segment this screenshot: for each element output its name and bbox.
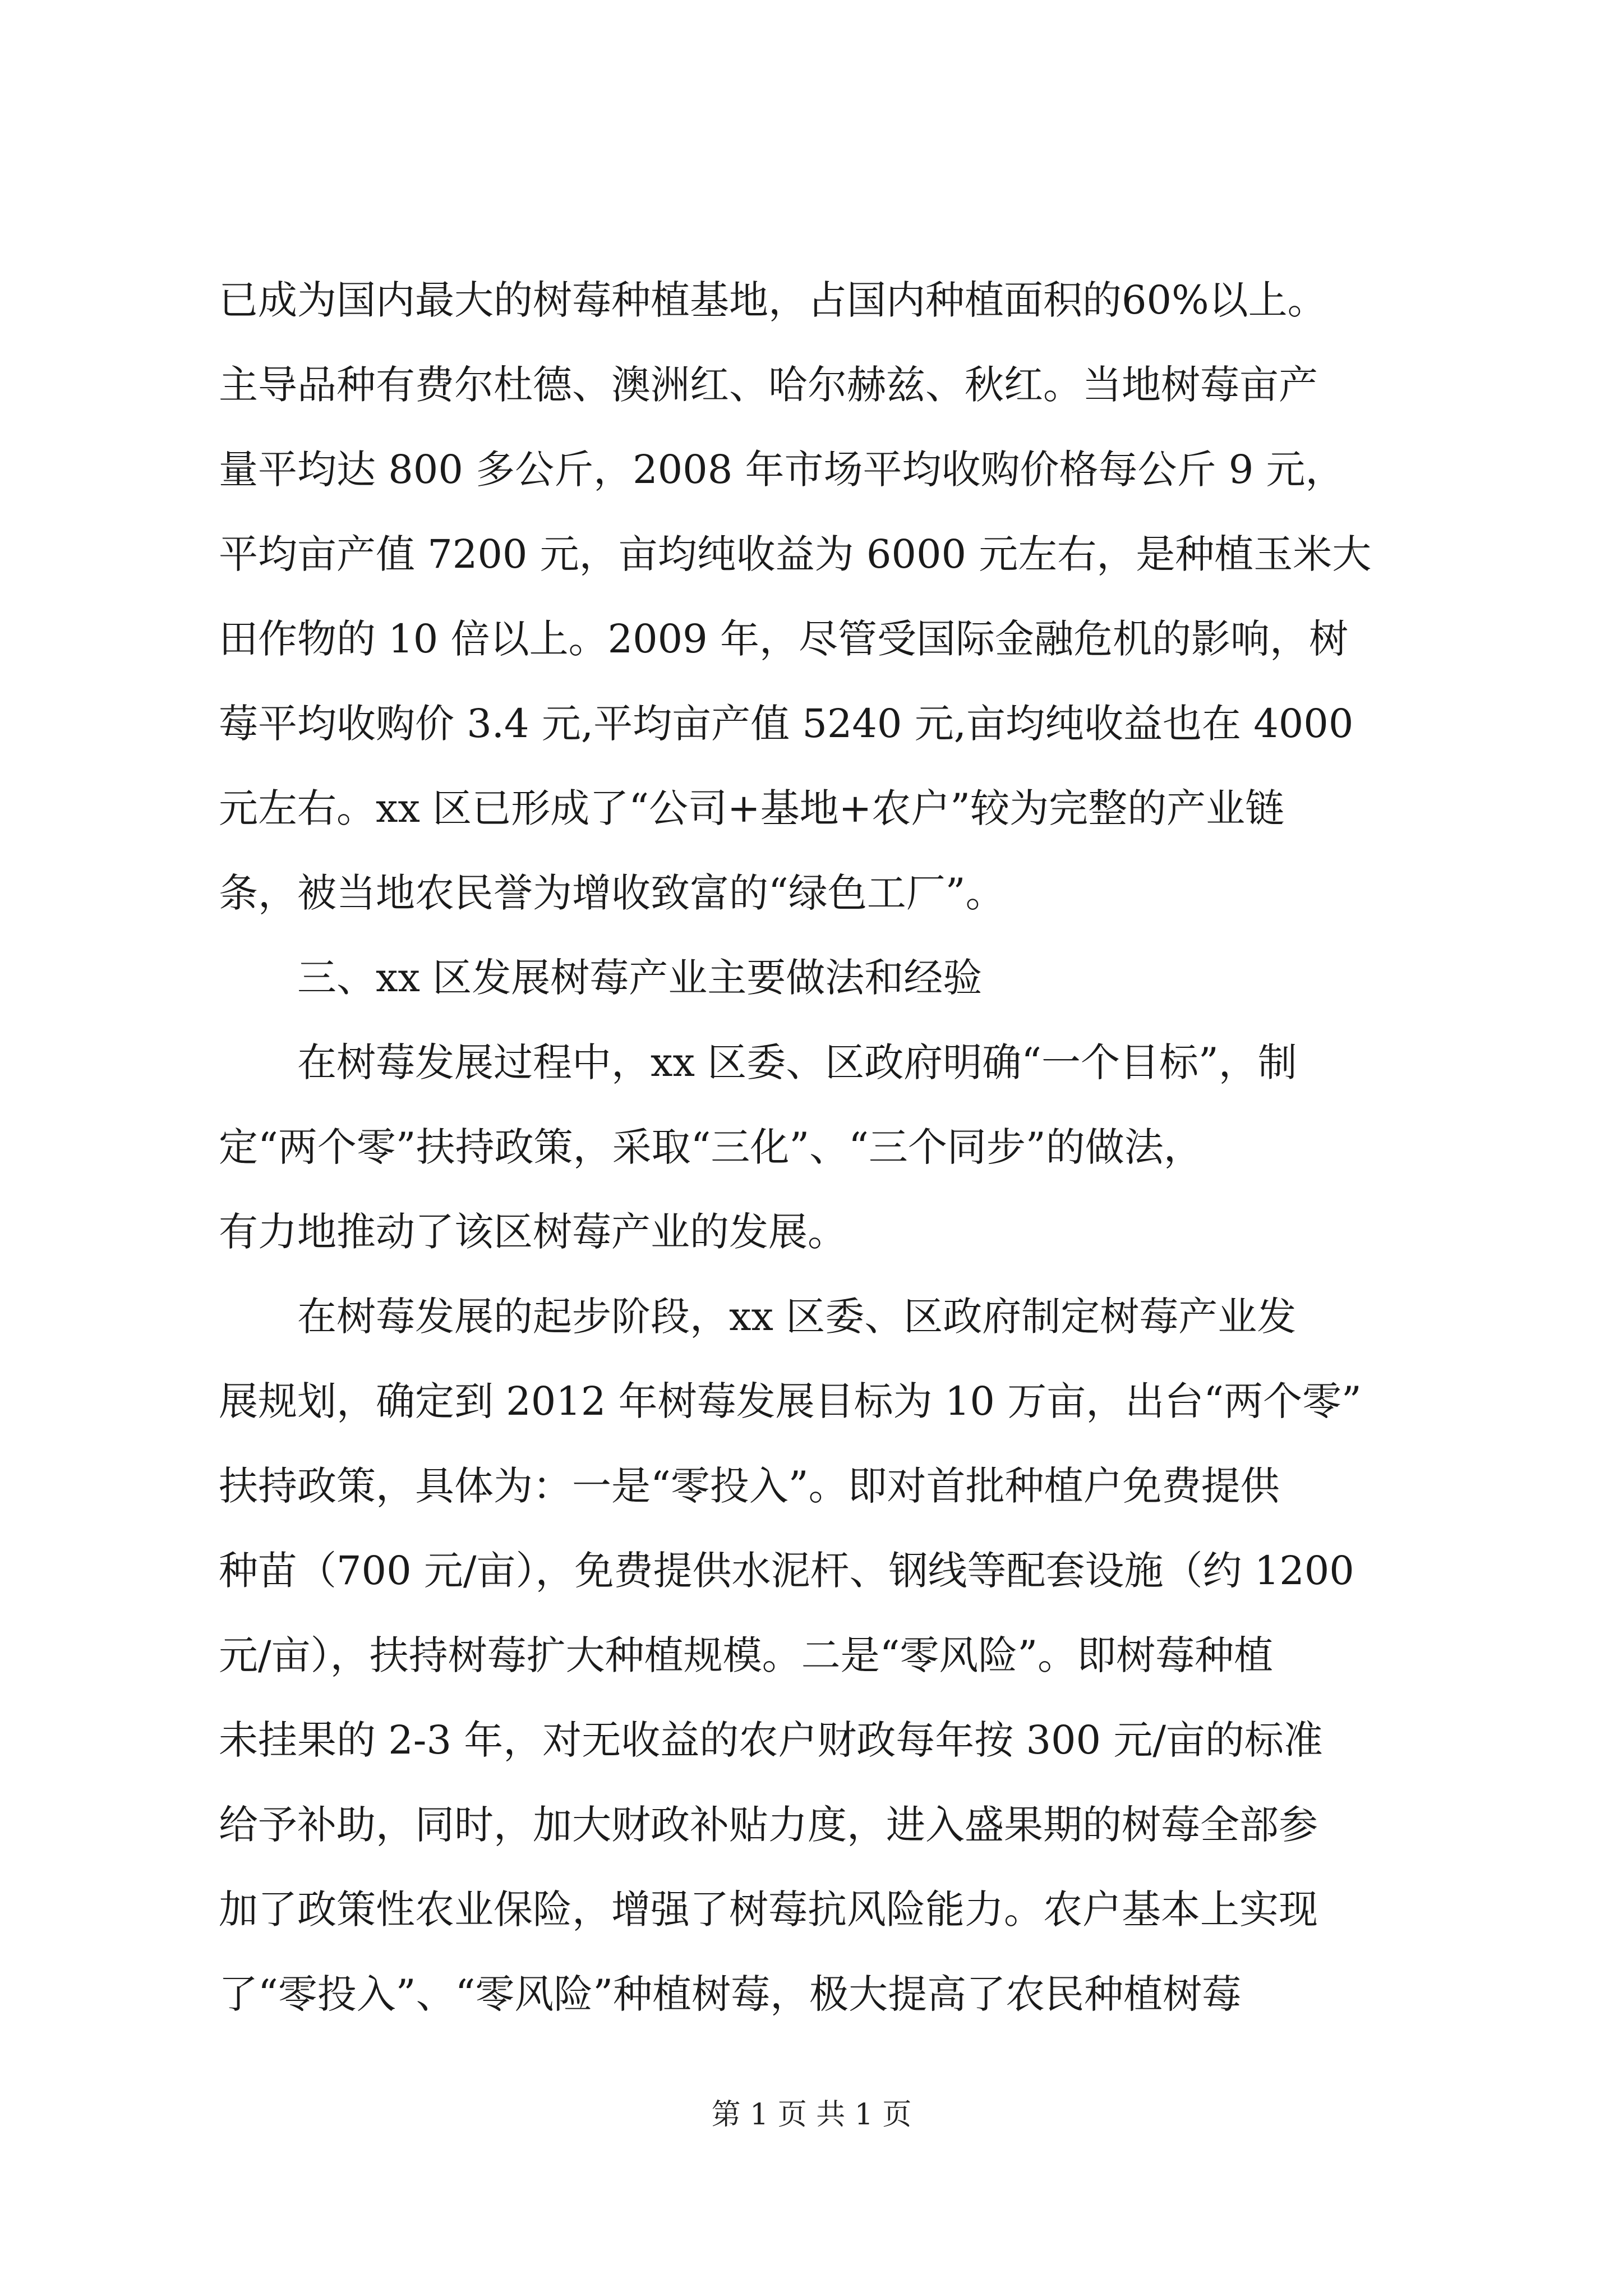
- text-line: 莓平均收购价 3.4 元,平均亩产值 5240 元,亩均纯收益也在 4000: [219, 701, 1354, 747]
- text-line: 扶持政策，具体为：一是“零投入”。即对首批种植户免费提供: [219, 1463, 1280, 1509]
- text-line: 元/亩），扶持树莓扩大种植规模。二是“零风险”。即树莓种植: [219, 1632, 1274, 1678]
- text-line: 在树莓发展的起步阶段，xx 区委、区政府制定树莓产业发: [297, 1294, 1297, 1340]
- text-line: 了“零投入”、“零风险”种植树莓，极大提高了农民种植树莓: [219, 1971, 1242, 2017]
- text-line: 有力地推动了该区树莓产业的发展。: [219, 1209, 847, 1255]
- text-line: 田作物的 10 倍以上。2009 年，尽管受国际金融危机的影响，树: [219, 616, 1348, 662]
- text-line: 量平均达 800 多公斤，2008 年市场平均收购价格每公斤 9 元，: [219, 447, 1345, 493]
- text-line: 主导品种有费尔杜德、澳洲红、哈尔赫兹、秋红。当地树莓亩产: [219, 362, 1318, 408]
- text-line: 已成为国内最大的树莓种植基地，占国内种植面积的60%以上。: [219, 277, 1327, 323]
- text-line: 平均亩产值 7200 元，亩均纯收益为 6000 元左右，是种植玉米大: [219, 531, 1372, 577]
- text-line: 三、xx 区发展树莓产业主要做法和经验: [297, 955, 983, 1001]
- text-line: 在树莓发展过程中，xx 区委、区政府明确“一个目标”，制: [297, 1039, 1297, 1085]
- text-line: 条，被当地农民誉为增收致富的“绿色工厂”。: [219, 870, 1005, 916]
- page-footer: 第 1 页 共 1 页: [711, 2098, 912, 2132]
- text-line: 定“两个零”扶持政策，采取“三化”、“三个同步”的做法，: [219, 1124, 1203, 1170]
- text-line: 元左右。xx 区已形成了“公司+基地+农户”较为完整的产业链: [219, 785, 1285, 831]
- document-body: [219, 258, 1419, 2037]
- text-line: 展规划，确定到 2012 年树莓发展目标为 10 万亩，出台“两个零”: [219, 1378, 1362, 1424]
- text-line: 未挂果的 2-3 年，对无收益的农户财政每年按 300 元/亩的标准: [219, 1717, 1323, 1763]
- text-line: 给予补助，同时，加大财政补贴力度，进入盛果期的树莓全部参: [219, 1802, 1318, 1848]
- text-line: 加了政策性农业保险，增强了树莓抗风险能力。农户基本上实现: [219, 1887, 1318, 1932]
- text-line: 种苗（700 元/亩），免费提供水泥杆、钢线等配套设施（约 1200: [219, 1548, 1354, 1594]
